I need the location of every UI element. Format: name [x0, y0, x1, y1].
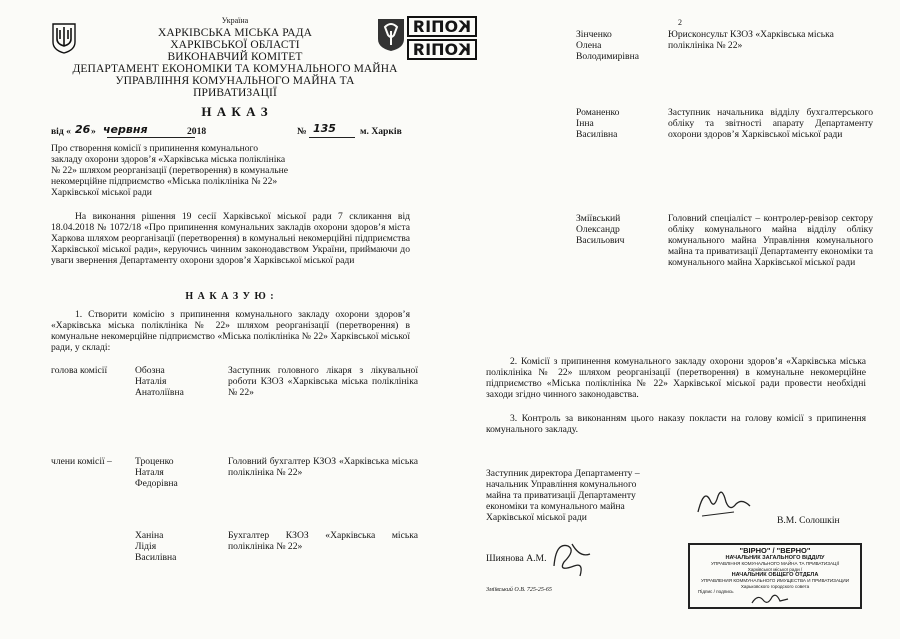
- intro-paragraph: На виконання рішення 19 сесії Харківської міської ради 7 скликання від 18.04.2018 № 1072/18 «Про припинення комунальних закладів охорони здоров’я міста Харкова шляхом реорганізації (перетворення) в комунальні некомерційні підприємства Харківської міської ради», керуючись чинним законодавством України, приймаючи до уваги звернення Департаменту охорони здоров’я Харківської міської ради: [51, 211, 410, 266]
- member-name: Ханіна Лідія Василівна: [135, 530, 177, 563]
- number-prefix: №: [297, 126, 307, 137]
- stamp-title: "ВІРНО" / "ВЕРНО": [739, 546, 811, 555]
- executor: Зміївський О.В. 725-25-65: [486, 587, 552, 593]
- stamp-signature: [750, 593, 790, 607]
- member-name: Троценко Наталя Федорівна: [135, 456, 178, 489]
- header-line1: ХАРКІВСЬКА МІСЬКА РАДА: [157, 27, 313, 39]
- city: м. Харків: [360, 126, 402, 137]
- header-country: Україна: [221, 16, 249, 25]
- header-line5: УПРАВЛІННЯ КОМУНАЛЬНОГО МАЙНА ТА: [115, 75, 355, 87]
- signature: [694, 482, 754, 522]
- members-label: члени комісії –: [51, 456, 112, 467]
- member-position: Заступник головного лікаря з лікувальної роботи КЗОЗ «Харківська міська поліклініка № 22»: [228, 365, 418, 398]
- date-day: 26: [75, 123, 91, 136]
- date-year: 2018: [187, 126, 207, 137]
- member-position: Бухгалтер КЗОЗ «Харківська міська поліклініка № 22»: [228, 530, 418, 552]
- certify-stamp: "ВІРНО" / "ВЕРНО" НАЧАЛЬНИК ЗАГАЛЬНОГО ВІДДІЛУ УПРАВЛІННЯ КОМУНАЛЬНОГО МАЙНА ТА ПРИВАТИЗАЦІЇ Харківської міської ради / НАЧАЛЬНИК ОБЩЕГО ОТДЕЛА УПРАВЛЕНИЯ КОММУНАЛЬНОГО ИМУЩЕСТВА И ПРИВАТИЗАЦИИ Харьковского городского совета Підпис / подпись: [688, 543, 862, 609]
- order-number: 135: [313, 122, 336, 135]
- member-name: Обозна Наталія Анатоліївна: [135, 365, 184, 398]
- date-prefix: від «: [51, 126, 71, 137]
- member-position: Головний бухгалтер КЗОЗ «Харківська міська поліклініка № 22»: [228, 456, 418, 478]
- subject-line: Про створення комісії з припинення комунального: [51, 143, 258, 154]
- date-mid: »: [91, 126, 96, 137]
- copy-stamp-line1: КОПІЯ: [407, 16, 477, 37]
- header-line2: ХАРКІВСЬКОЇ ОБЛАСТІ: [170, 39, 300, 51]
- copy-stamp-line2: КОПІЯ: [407, 39, 477, 60]
- document-title: Н А К А З: [201, 104, 269, 119]
- date-underline: [107, 137, 195, 138]
- item-3: 3. Контроль за виконанням цього наказу покласти на голову комісії з припинення комунального закладу.: [486, 413, 866, 435]
- signatory-block: Заступник директора Департаменту – начальник Управління комунального майна та приватизації Департаменту економіки та комунального майна Харківської міської ради: [486, 468, 640, 523]
- item-1: 1. Створити комісію з припинення комунального закладу охорони здоров’я «Харківська міська поліклініка № 22» шляхом реорганізації (перетворення) в комунальне некомерційне підприємство «Міська поліклініка № 22» Харківської міської ради, у складі:: [51, 309, 410, 353]
- member-position: Заступник начальника відділу бухгалтерського обліку та звітності апарату Департаменту охорони здоров’я Харківської міської ради: [668, 107, 873, 140]
- number-underline: [309, 137, 355, 138]
- member-name: Зінченко Олена Володимирівна: [576, 29, 639, 62]
- date-row: [51, 122, 411, 140]
- signatory-name: В.М. Солошкін: [777, 515, 840, 526]
- member-name: Романенко Інна Василівна: [576, 107, 620, 140]
- item-2: 2. Комісії з припинення комунального закладу охорони здоров’я «Харківська міська поліклініка № 22» шляхом реорганізації (перетворення) в комунальне некомерційне підприємство «Міська поліклініка № 22» Харківської міської ради провести необхідні заходи згідно чинного законодавства.: [486, 356, 866, 400]
- header-line6: ПРИВАТИЗАЦІЇ: [193, 87, 277, 99]
- header-line4: ДЕПАРТАМЕНТ ЕКОНОМІКИ ТА КОМУНАЛЬНОГО МАЙНА: [72, 63, 398, 75]
- order-word: Н А К А З У Ю :: [185, 291, 275, 302]
- subject-line: № 22» шляхом реорганізації (перетворення) в комунальне: [51, 165, 289, 176]
- member-name: Зміївський Олександр Васильович: [576, 213, 625, 246]
- subject-line: Харківської міської ради: [51, 187, 152, 198]
- approver-signature: [550, 536, 594, 582]
- order-subject: [51, 143, 311, 198]
- subject-line: закладу охорони здоров’я «Харківська міська поліклініка: [51, 154, 286, 165]
- head-label: голова комісії: [51, 365, 108, 376]
- date-month: червня: [103, 123, 148, 136]
- subject-line: некомерційне підприємство «Міська поліклініка № 22»: [51, 176, 278, 187]
- approver: Шиянова А.М.: [486, 553, 547, 564]
- member-position: Головний спеціаліст – контролер-ревізор сектору обліку комунального майна відділу обліку комунального майна Управління комунального майна та приватизації Департаменту економіки та комунального майна Харківської міської ради: [668, 213, 873, 268]
- header-line3: ВИКОНАВЧИЙ КОМІТЕТ: [167, 51, 303, 63]
- city-emblem-icon: [376, 17, 406, 53]
- page-2: [450, 0, 900, 639]
- page-number: 2: [678, 18, 682, 27]
- member-position: Юрисконсульт КЗОЗ «Харківська міська поліклініка № 22»: [668, 29, 834, 51]
